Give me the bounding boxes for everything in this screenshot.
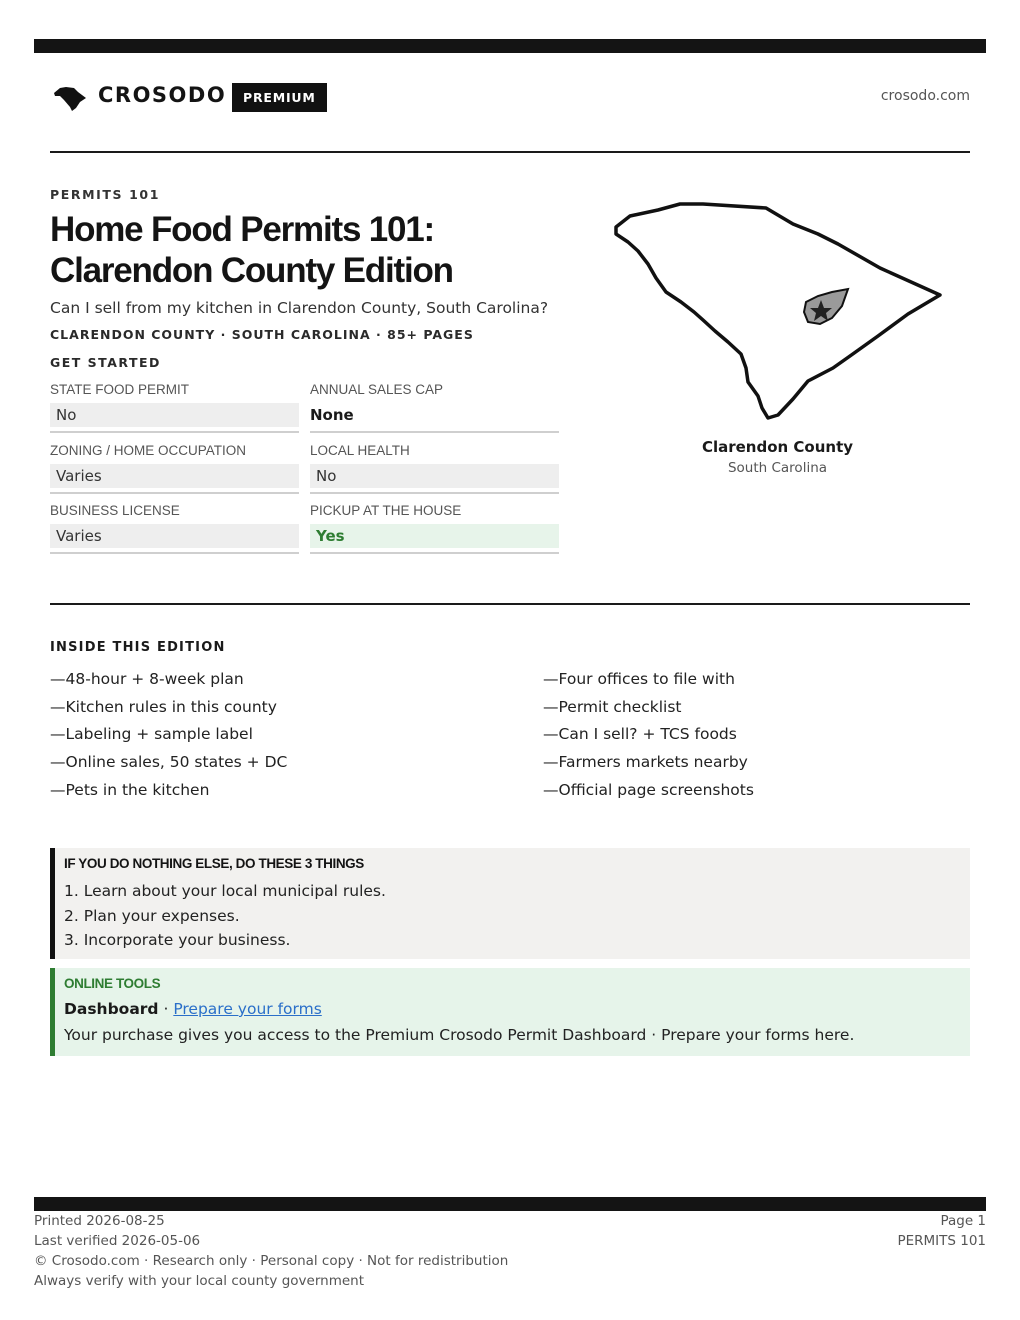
toc-item: —Kitchen rules in this county [50, 697, 277, 716]
toc-item: —Online sales, 50 states + DC [50, 753, 288, 772]
page-number: Page 1 [940, 1213, 986, 1229]
footer-section: PERMITS 101 [897, 1233, 986, 1249]
fact-value: Yes [310, 524, 559, 548]
steps-list [64, 879, 386, 953]
fact-value: Varies [50, 524, 299, 548]
fact-business-license [50, 503, 299, 556]
fact-label: ANNUAL SALES CAP [310, 382, 444, 397]
title-line-1: Home Food Permits 101: [50, 210, 434, 249]
footer-left [34, 1211, 508, 1291]
fact-label: ZONING / HOME OCCUPATION [50, 443, 247, 458]
printed-date: Printed 2026-08-25 [34, 1213, 165, 1229]
toc-item: —Can I sell? + TCS foods [543, 725, 737, 744]
fact-value: None [310, 406, 354, 424]
online-tools-callout [50, 968, 970, 1056]
copyright-notice: © Crosodo.com · Research only · Personal copy · Not for redistribution [34, 1253, 509, 1269]
page-title [50, 209, 580, 291]
header [50, 80, 970, 114]
toc-item: —48-hour + 8-week plan [50, 670, 244, 688]
state-outline [616, 204, 940, 418]
fact-pickup-at-house [310, 503, 559, 556]
bottom-rule-bar [34, 1197, 986, 1211]
fact-value: No [310, 464, 559, 488]
top-rule-bar [34, 39, 986, 53]
fact-label: PICKUP AT THE HOUSE [310, 503, 462, 518]
map-county-name: Clarendon County [701, 438, 854, 456]
fact-label: BUSINESS LICENSE [50, 503, 180, 518]
toc-right-column [543, 666, 983, 805]
toc-item: —Farmers markets nearby [543, 753, 748, 772]
toc-item: —Official page screenshots [543, 780, 754, 799]
toc-item: —Permit checklist [543, 697, 682, 716]
fact-local-health [310, 443, 559, 496]
fact-divider [50, 552, 299, 554]
callout-heading: ONLINE TOOLS [64, 976, 161, 991]
map-state-name: South Carolina [727, 460, 828, 476]
dashboard-separator: · [158, 1000, 174, 1018]
inside-edition-heading: INSIDE THIS EDITION [50, 640, 226, 655]
edition-meta: CLARENDON COUNTY · SOUTH CAROLINA · 85+ PAGES [50, 327, 474, 342]
fact-label: STATE FOOD PERMIT [50, 382, 190, 397]
toc-item: —Pets in the kitchen [50, 780, 210, 799]
site-url[interactable]: crosodo.com [880, 88, 970, 104]
fact-value: Varies [50, 464, 299, 488]
fact-state-food-permit [50, 382, 299, 435]
title-line-2: Clarendon County Edition [50, 251, 453, 290]
get-started-heading: GET STARTED [50, 355, 161, 370]
step-item: 3. Incorporate your business. [64, 931, 291, 949]
step-item: 2. Plan your expenses. [64, 906, 240, 925]
toc-item: —Four offices to file with [543, 670, 735, 688]
verify-note: Always verify with your local county government [34, 1273, 364, 1289]
state-map [608, 196, 948, 426]
callout-heading: IF YOU DO NOTHING ELSE, DO THESE 3 THINGS [64, 856, 364, 871]
toc-item: —Labeling + sample label [50, 725, 253, 744]
fact-divider [310, 431, 559, 433]
premium-badge: PREMIUM [232, 83, 327, 112]
header-divider [50, 151, 970, 153]
section-divider [50, 603, 970, 605]
fact-divider [50, 431, 299, 433]
page-subtitle: Can I sell from my kitchen in Clarendon County, South Carolina? [50, 299, 549, 317]
fact-zoning [50, 443, 299, 496]
prepare-forms-link[interactable]: Prepare your forms [173, 1000, 322, 1018]
fact-value: No [50, 403, 299, 427]
step-item: 1. Learn about your local municipal rules. [64, 882, 386, 900]
fact-divider [310, 492, 559, 494]
section-kicker: PERMITS 101 [50, 187, 160, 202]
dashboard-description: Your purchase gives you access to the Premium Crosodo Permit Dashboard · Prepare your forms here. [64, 1026, 855, 1044]
toc-left-column [50, 666, 490, 805]
dashboard-line [64, 1000, 322, 1018]
verified-date: Last verified 2026-05-06 [34, 1233, 201, 1249]
dashboard-label: Dashboard [64, 1000, 159, 1018]
fact-divider [50, 492, 299, 494]
fact-annual-sales-cap [310, 382, 559, 435]
fact-divider [310, 552, 559, 554]
three-things-callout [50, 848, 970, 959]
fact-label: LOCAL HEALTH [310, 443, 410, 458]
brand-name: CROSODO [98, 83, 227, 107]
footer-right [897, 1211, 986, 1251]
south-carolina-state-icon [52, 84, 88, 112]
